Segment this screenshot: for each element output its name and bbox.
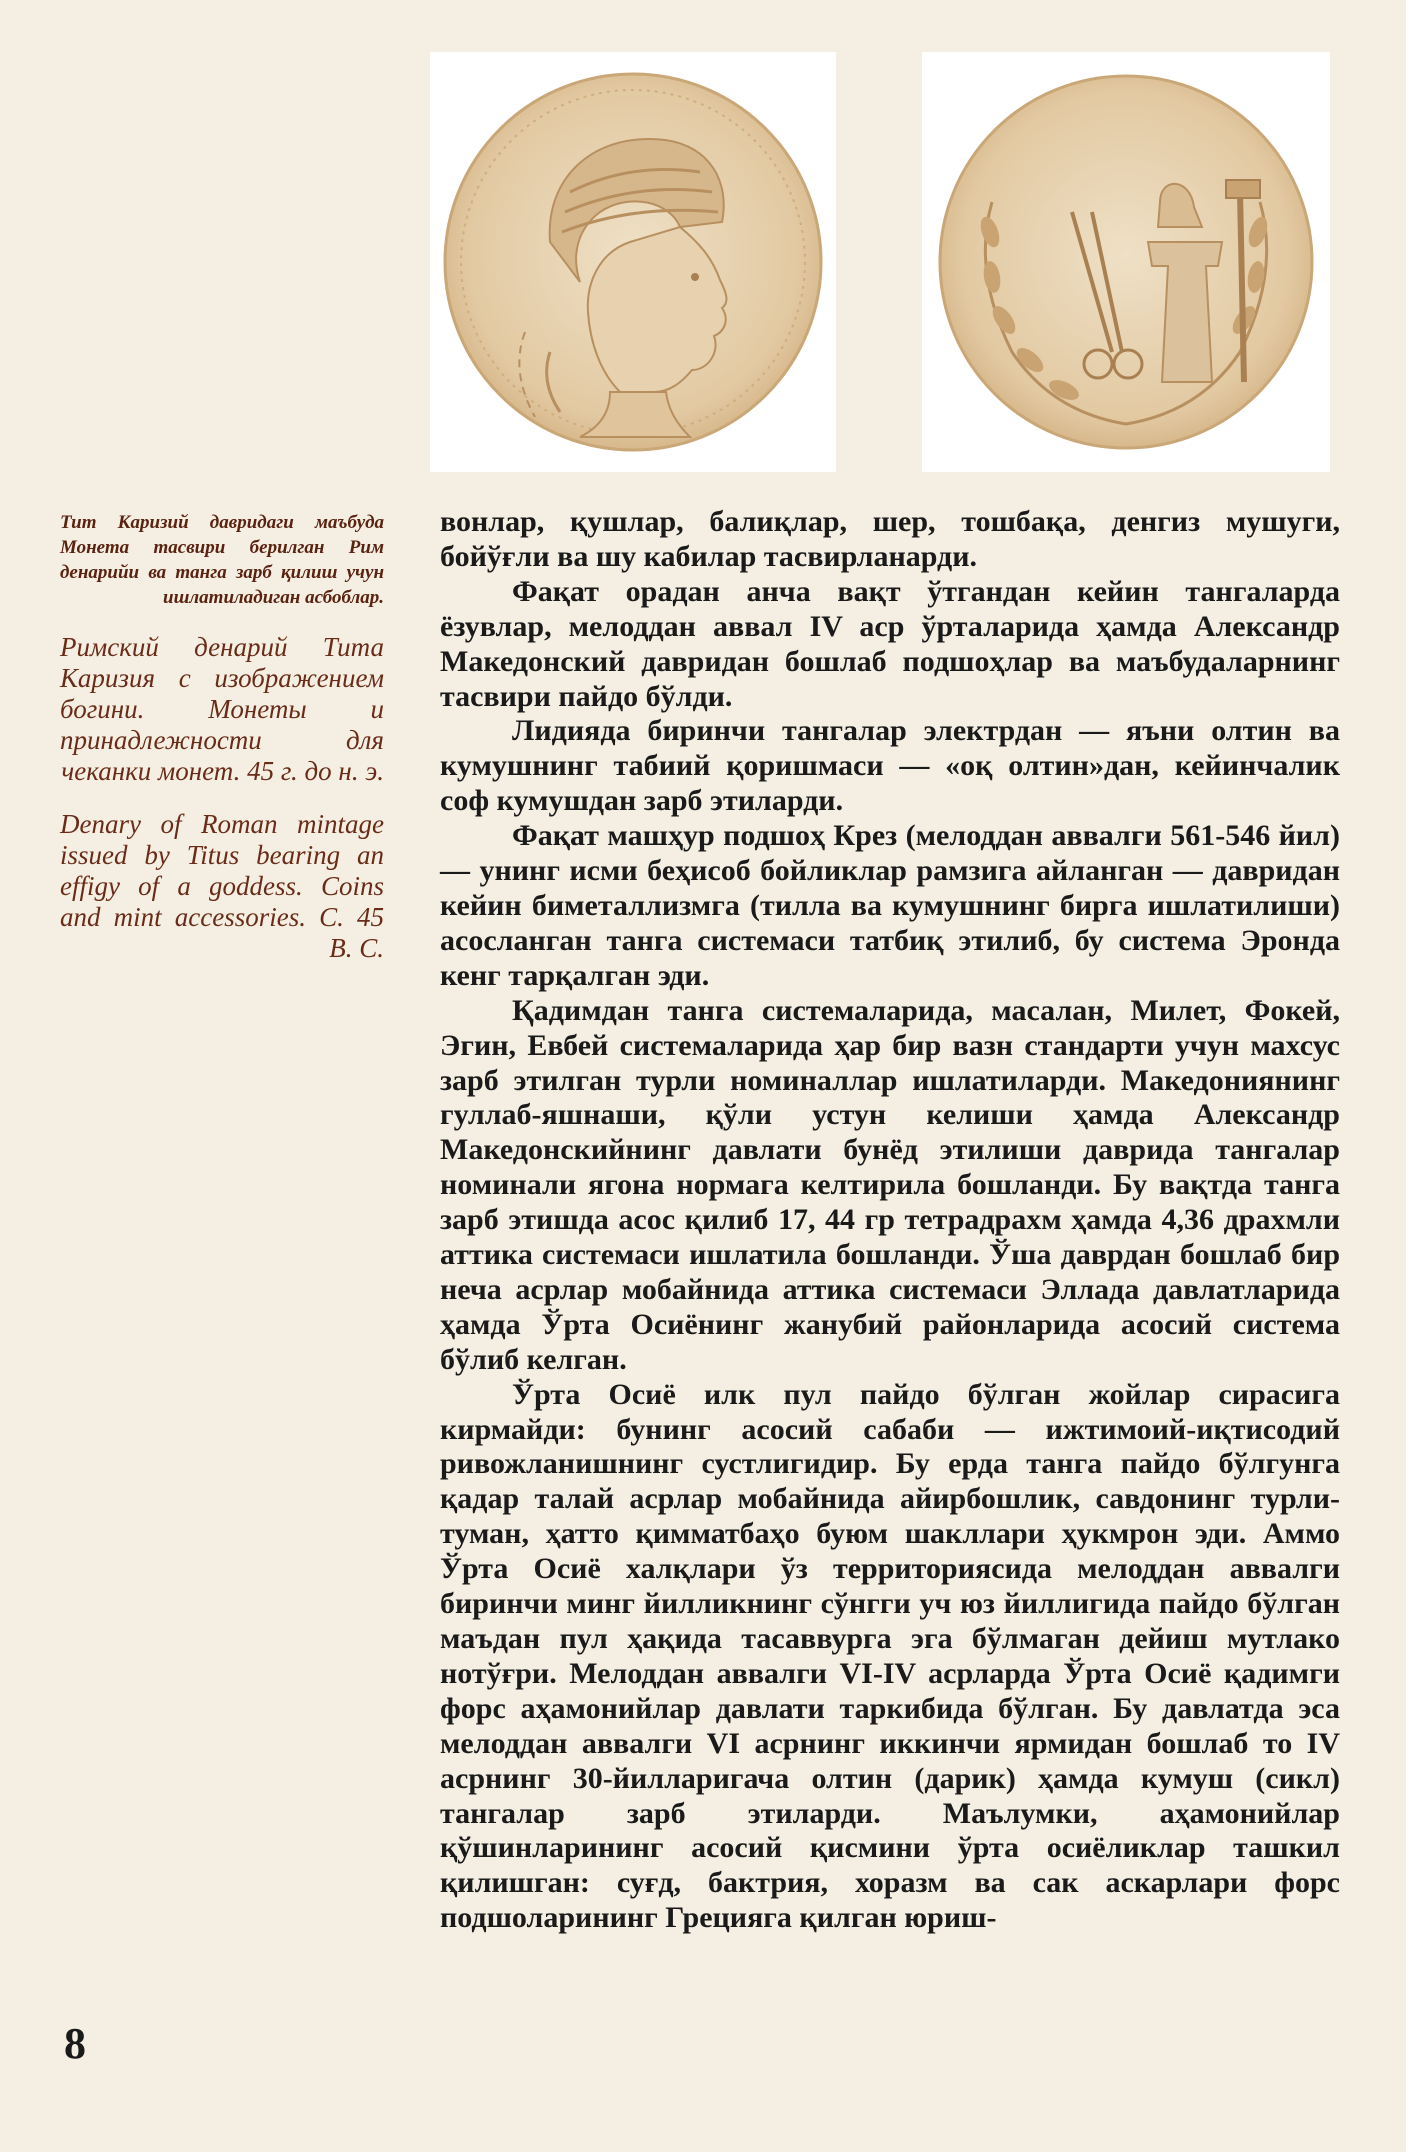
- paragraph: вонлар, қушлар, балиқлар, шер, тошбақа, денгиз мушуги, бойўғли ва шу кабилар тасвирланарди.: [440, 505, 1340, 573]
- main-text-column: [440, 505, 1340, 1936]
- paragraph: Фақат машҳур подшоҳ Крез (мелоддан аввалги 561-546 йил) — унинг исми беҳисоб бойликлар рамзига айланган — давридан кейин биметаллизмга (тилла ва кумушнинг бирга ишлатилиши) асосланган танга системаси татбиқ этилиб, бу система Эронда кенг тарқалган эди.: [440, 819, 1340, 992]
- caption-english: Denary of Roman mintage issued by Titus bearing an effigy of a goddess. Coins and mint accessories. C. 45 B. C.: [60, 809, 384, 963]
- paragraph: Лидияда биринчи тангалар электрдан — яъни олтин ва кумушнинг табиий қоришмаси — «оқ олтин»дан, кейинчалик соф кумушдан зарб этиларди.: [440, 714, 1340, 818]
- coin-profile-head-icon: [430, 52, 836, 472]
- captions-column: [60, 510, 384, 964]
- caption-uzbek: Тит Каризий давридаги маъбуда Монета тасвири берилган Рим денарийи ва танга зарб қилиш учун ишлатиладиган асбоблар.: [60, 512, 384, 608]
- paragraph: Фақат орадан анча вақт ўтгандан кейин тангаларда ёзувлар, мелоддан аввал IV аср ўрталарида ҳамда Александр Македонский давридан бошлаб подшоҳлар ва маъбудаларнинг тасвири пайдо бўлди.: [440, 574, 1340, 713]
- caption-russian: Римский денарий Тита Каризия с изображением богини. Монеты и принадлежности для чеканки монет. 45 г. до н. э.: [60, 632, 384, 786]
- coin-mint-tools-icon: [922, 52, 1330, 472]
- page-number: 8: [64, 2019, 86, 2068]
- coin-portrait-image: [430, 52, 836, 472]
- paragraph: Ўрта Осиё илк пул пайдо бўлган жойлар сирасига кирмайди: бунинг асосий сабаби — ижтимоий-иқтисодий ривожланишнинг сустлигидир. Бу ерда танга пайдо бўлгунга қадар талай асрлар мобайнида айирбошлик, савдонинг турли-туман, ҳатто қимматбаҳо буюм шакллари ҳукмрон эди. Аммо Ўрта Осиё халқлари ўз территориясида мелоддан аввалги биринчи минг йилликнинг сўнгги уч юз йиллигида пайдо бўлган маъдан пул ҳақида тасаввурга эга бўлмаган дейиш мутлако нотўғри. Мелоддан аввалги VI-IV асрларда Ўрта Осиё қадимги форс аҳамонийлар давлати таркибида бўлган. Бу давлатда эса мелоддан аввалги VI асрнинг иккинчи ярмидан бошлаб то IV асрнинг 30-йилларигача олтин (дарик) ҳамда кумуш (сикл) тангалар зарб этиларди. Маълумки, аҳамонийлар қўшинларининг асосий қисмини ўрта осиёликлар ташкил қилишган: суғд, бактрия, хоразм ва сак аскарлари форс подшоларининг Грецияга қилган юриш-: [440, 1377, 1340, 1935]
- paragraph: Қадимдан танга системаларида, масалан, Милет, Фокей, Эгин, Евбей системаларида ҳар бир вазн стандарти учун махсус зарб этилган турли номиналлар ишлатиларди. Македониянинг гуллаб-яшнаши, қўли устун келиши ҳамда Александр Македонскийнинг давлати бунёд этилиши даврида тангалар номинали ягона нормага келтирила бошланди. Бу вақтда танга зарб этишда асос қилиб 17, 44 гр тетрадрахм ҳамда 4,36 драхмли аттика системаси ишлатила бошланди. Ўша даврдан бошлаб бир неча асрлар мобайнида аттика системаси Эллада давлатларида ҳамда Ўрта Осиёнинг жанубий районларида асосий система бўлиб келган.: [440, 993, 1340, 1376]
- coin-tools-image: [922, 52, 1330, 472]
